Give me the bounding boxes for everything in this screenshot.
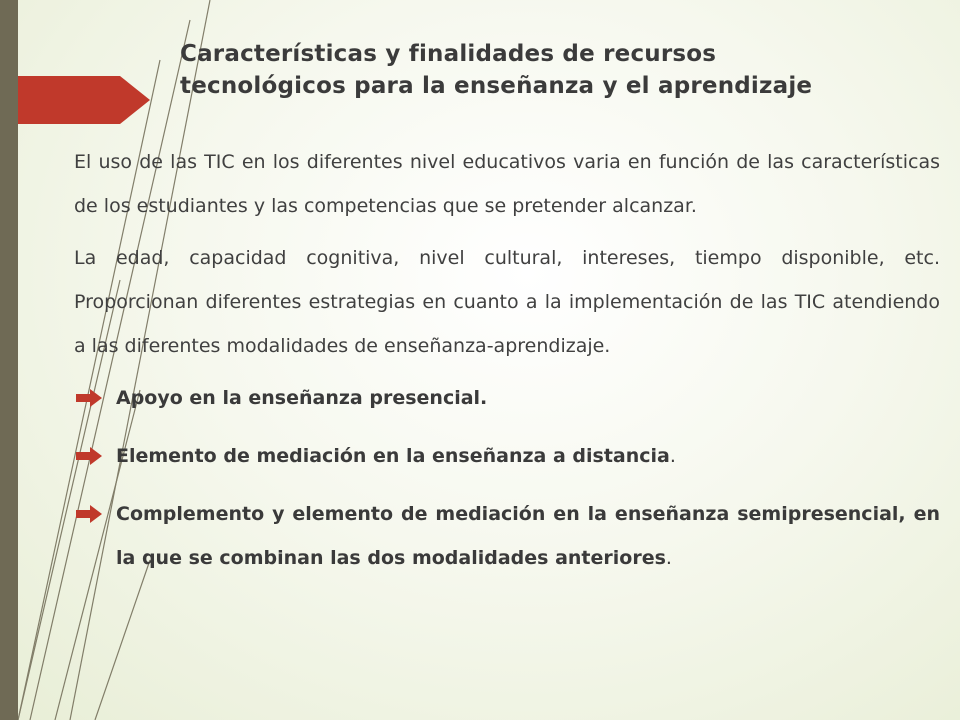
paragraph-2: La edad, capacidad cognitiva, nivel cultural, intereses, tiempo disponible, etc. Proporcionan diferentes estrategias en cuanto a la implementación de las TIC atendiendo a las diferentes modalidades de enseñanza-aprendizaje. — [74, 247, 940, 357]
arrow-right-icon — [76, 505, 104, 523]
bullet-text-3: Complemento y elemento de mediación en la enseñanza semipresencial, en la que se combinan las dos modalidades anteriores — [116, 503, 940, 569]
bullet-list — [74, 376, 940, 580]
slide-title — [180, 38, 920, 102]
left-sidebar-bar — [0, 0, 18, 720]
bullet-tail-2: . — [669, 445, 676, 467]
bullet-item-2 — [74, 434, 940, 478]
bullet-item-1 — [74, 376, 940, 420]
bullet-tail-3: . — [665, 547, 672, 569]
paragraph-1: El uso de las TIC en los diferentes nivel educativos varia en función de las características de los estudiantes y las competencias que se pretender alcanzar. — [74, 151, 940, 217]
bullet-text-2: Elemento de mediación en la enseñanza a distancia — [116, 445, 670, 467]
title-line-1: Características y finalidades de recursos — [180, 41, 717, 67]
arrow-right-icon — [76, 447, 104, 465]
arrow-right-icon — [76, 389, 104, 407]
bullet-text-1: Apoyo en la enseñanza presencial. — [116, 387, 488, 409]
bullet-item-3 — [74, 492, 940, 580]
slide-body — [74, 140, 940, 594]
title-line-2: tecnológicos para la enseñanza y el aprendizaje — [180, 73, 813, 99]
red-ribbon-arrow — [18, 76, 150, 124]
